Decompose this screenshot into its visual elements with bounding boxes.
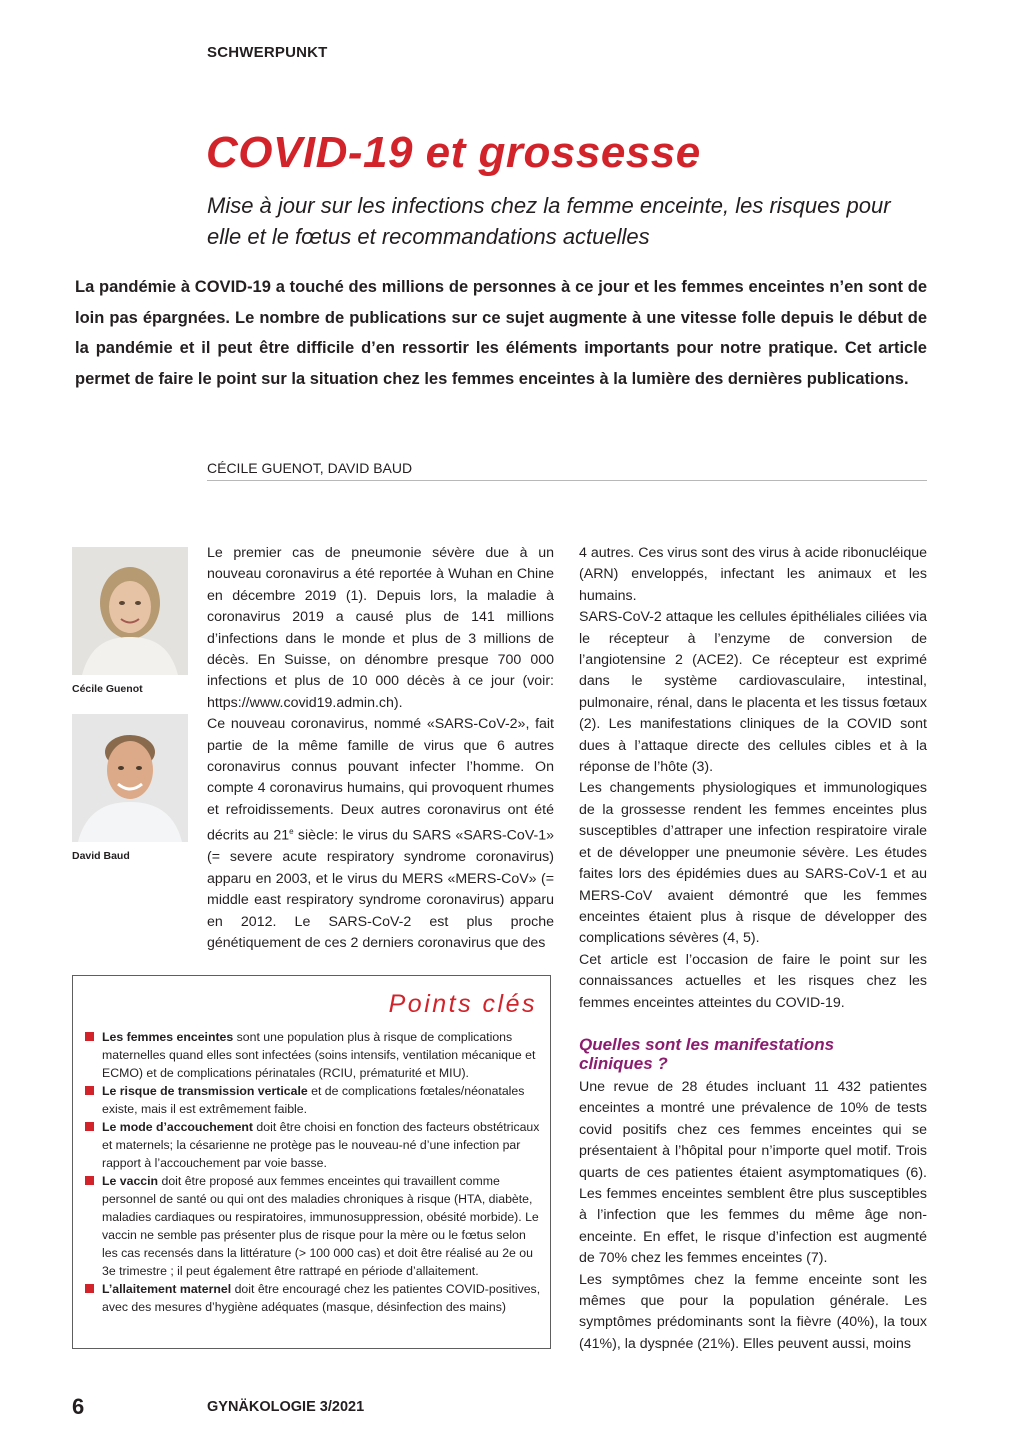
paragraph: SARS-CoV-2 attaque les cellules épithéliales ciliées via le récepteur à l’enzyme de conversion de l’angiotensine 2 (ACE2). Ce récepteur est exprimé dans le système cardiovasculaire, intestinal, pulmonaire, rénal, dans le placenta et les tissus fœtaux (2). Les manifestations cliniques de la COVID sont dues à l’attaque directe des cellules cibles et à la réponse de l’hôte (3). — [579, 609, 927, 776]
portrait-woman-image — [72, 547, 188, 675]
paragraph: Les symptômes chez la femme enceinte sont les mêmes que pour la population générale. Les symptômes prédominants sont la fièvre (40%), la toux (41%), la dyspnée (21%). Elles peuvent aussi, moins — [579, 1271, 927, 1352]
page-number: 6 — [72, 1394, 85, 1419]
photo-caption-guenot: Cécile Guenot — [72, 683, 143, 695]
key-points-list — [85, 1028, 541, 1316]
key-points-box — [72, 975, 551, 1349]
paragraph: Le premier cas de pneumonie sévère due à un nouveau coronavirus a été reportée à Wuhan en Chine en décembre 2019 (1). Depuis lors, la maladie à coronavirus 2019 a causé plus de 141 millions d’infections dans le monde et plus de 3 millions de décès. En Suisse, on dénombre presque 700 000 infections et plus de 10 000 décès à ce jour (voir: https://www.covid19.admin.ch). — [207, 545, 554, 711]
portrait-man-image — [72, 714, 188, 842]
paragraph: Cet article est l’occasion de faire le point sur les connaissances actuelles et les risques chez les femmes enceintes atteintes du COVID-19. — [579, 951, 927, 1011]
bullet-square-icon — [85, 1086, 94, 1095]
journal-name: GYNÄKOLOGIE 3/2021 — [207, 1399, 365, 1415]
author-photo-baud — [72, 714, 188, 842]
section-heading: Quelles sont les manifestations cliniques ? — [579, 1035, 835, 1073]
bullet-square-icon — [85, 1284, 94, 1293]
paragraph: Une revue de 28 études incluant 11 432 patientes enceintes a montré une prévalence de 10% de tests covid positifs chez ces femmes enceintes qui se présentaient à l’hôpital pour n’importe quel motif. Trois quarts de ces patientes étaient asymptomatiques (6). Les femmes enceintes semblent être plus susceptibles à l’infection que les femmes du même âge non-enceinte. En effet, le risque d’infection est augmenté de 70% chez les femmes enceintes (7). — [579, 1079, 927, 1267]
list-item: L’allaitement maternel doit être encouragé chez les patientes COVID-positives, avec des mesures d’hygiène adéquates (masque, désinfection des mains) — [85, 1280, 541, 1316]
article-lead: La pandémie à COVID-19 a touché des millions de personnes à ce jour et les femmes enceintes n’en sont de loin pas épargnées. Le nombre de publications sur ce sujet augmente à une vitesse folle depuis le début de la pandémie et il peut être difficile d’en ressortir les éléments importants pour notre pratique. Cet article permet de faire le point sur la situation chez les femmes enceintes à la lumière des dernières publications. — [75, 278, 927, 388]
bullet-square-icon — [85, 1032, 94, 1041]
photo-caption-baud: David Baud — [72, 850, 130, 862]
list-item: Le risque de transmission verticale et de complications fœtales/néonatales existe, mais il est extrêmement faible. — [85, 1082, 541, 1118]
body-column-1 — [207, 543, 554, 954]
key-points-title: Points clés — [388, 990, 537, 1018]
list-item: Le mode d’accouchement doit être choisi en fonction des facteurs obstétricaux et maternels; la césarienne ne protège pas le nouveau-né d’une infection par rapport à l’accouchement par voie basse. — [85, 1118, 541, 1172]
paragraph: Les changements physiologiques et immunologiques de la grossesse rendent les femmes enceintes plus susceptibles d’attraper une infection respiratoire virale et de développer une pneumonie sévère. Les études faites lors des épidémies dues au SARS-CoV-1 et au MERS-CoV avaient démontré que les femmes enceintes étaient plus à risque de développer des complications sévères (4, 5). — [579, 780, 927, 947]
body-column-2-continued — [579, 1077, 927, 1355]
authors-line: CÉCILE GUENOT, DAVID BAUD — [207, 460, 413, 476]
paragraph: Ce nouveau coronavirus, nommé «SARS-CoV-2», fait partie de la même famille de virus que 6 autres coronavirus connus pouvant infecter l’homme. On compte 4 coronavirus humains, qui provoquent rhumes et refroidissements. Deux autres coronavirus ont été décrits au 21e siècle: le virus du SARS «SARS-CoV-1» (= severe acute respiratory syndrome coronavirus) apparu en 2003, et le virus du MERS «MERS-CoV» (= middle east respiratory syndrome coronavirus) apparu en 2012. Le SARS-CoV-2 est plus proche génétiquement de ces 2 derniers coronavirus que des — [207, 716, 554, 952]
article-subtitle: Mise à jour sur les infections chez la femme enceinte, les risques pour elle et le fœtus et recommandations actuelles — [207, 193, 891, 249]
list-item: Les femmes enceintes sont une population plus à risque de complications maternelles quand elles sont infectées (soins intensifs, ventilation mécanique et ECMO) et de complications périnatales (RCIU, prématurité et MIU). — [85, 1028, 541, 1082]
bullet-square-icon — [85, 1122, 94, 1131]
list-item: Le vaccin doit être proposé aux femmes enceintes qui travaillent comme personnel de santé ou qui ont des maladies chroniques à risque (HTA, diabète, maladies cardiaques ou respiratoires, immunosuppression, obésité morbide). Le vaccin ne semble pas présenter plus de risque pour la mère ou le fœtus selon les cas recensés dans la littérature (> 100 000 cas) et doit être réalisé au 2e ou 3e trimestre ; il peut également être rattrapé en période d’allaitement. — [85, 1172, 541, 1280]
bullet-square-icon — [85, 1176, 94, 1185]
body-column-2 — [579, 543, 927, 1014]
paragraph: 4 autres. Ces virus sont des virus à acide ribonucléique (ARN) enveloppés, infectant les animaux et les humains. — [579, 545, 927, 604]
author-photo-guenot — [72, 547, 188, 675]
divider — [207, 480, 927, 481]
article-title: COVID-19 et grossesse — [206, 128, 701, 177]
section-label: SCHWERPUNKT — [207, 44, 328, 61]
